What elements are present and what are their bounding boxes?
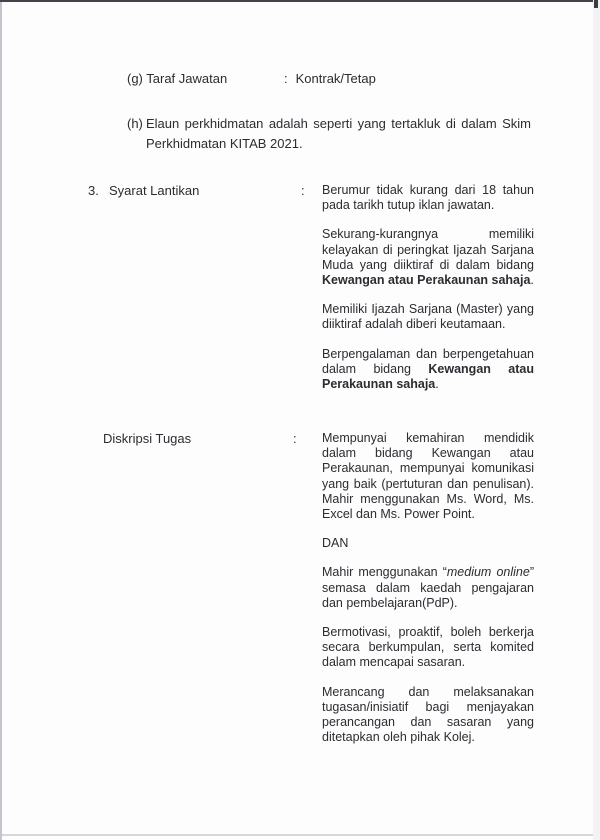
text-run: Mahir menggunakan “ xyxy=(322,565,447,580)
text-run: . xyxy=(530,273,534,288)
field-taraf-jawatan xyxy=(127,71,376,87)
paragraph xyxy=(322,685,534,746)
paragraph xyxy=(322,347,534,393)
section-diskripsi-label: Diskripsi Tugas xyxy=(103,431,192,446)
paragraph xyxy=(322,536,534,551)
section-syarat-label: Syarat Lantikan xyxy=(109,183,200,198)
text-run: Kewangan atau Perakaunan sahaja xyxy=(322,273,531,288)
text-run: Memiliki Ijazah Sarjana (Master) yang diiktiraf adalah diberi keutamaan. xyxy=(322,302,534,332)
paragraph xyxy=(322,625,534,671)
section-syarat-paragraphs xyxy=(322,183,534,392)
text-run: Mempunyai kemahiran mendidik dalam bidang Kewangan atau Perakaunan, mempunyai komunikasi yang baik (pertuturan dan penulisan). Mahir menggunakan Ms. Word, Ms. Excel dan Ms. Power Point. xyxy=(322,431,534,522)
section-syarat-number: 3. xyxy=(88,183,99,198)
page-edge-corner xyxy=(594,0,598,8)
clause-elaun-text: Elaun perkhidmatan adalah seperti yang tertakluk di dalam Skim Perkhidmatan KITAB 2021. xyxy=(146,116,531,151)
section-diskripsi-paragraphs xyxy=(322,431,534,745)
text-run: medium online xyxy=(446,565,530,580)
text-run: Berumur tidak kurang dari 18 tahun pada tarikh tutup iklan jawatan. xyxy=(322,183,534,213)
section-syarat-colon: : xyxy=(301,183,305,198)
section-syarat-lantikan xyxy=(0,183,600,392)
text-run: Merancang dan melaksanakan tugasan/inisiatif bagi menjayakan perancangan dan sasaran yang ditetapkan oleh pihak Kolej. xyxy=(322,684,534,745)
page-edge-top xyxy=(0,0,600,2)
paragraph xyxy=(322,431,534,522)
field-taraf-jawatan-value: Kontrak/Tetap xyxy=(295,71,376,86)
text-run: ” semasa dalam kaedah pengajaran dan pembelajaran(PdP). xyxy=(322,565,534,610)
text-run: Kewangan atau Perakaunan sahaja xyxy=(322,361,535,392)
section-diskripsi-colon: : xyxy=(293,431,297,446)
paragraph xyxy=(322,302,534,332)
paragraph xyxy=(322,227,534,288)
text-run: Bermotivasi, proaktif, boleh berkerja secara berkumpulan, serta komited dalam mencapai sasaran. xyxy=(322,625,534,670)
paragraph xyxy=(322,565,534,611)
text-run: . xyxy=(435,377,439,392)
text-run: Sekurang-kurangnya memiliki kelayakan di peringkat Ijazah Sarjana Muda yang diiktiraf di dalam bidang xyxy=(322,227,534,272)
page-edge-bottom xyxy=(2,834,593,836)
section-diskripsi-tugas xyxy=(0,431,600,745)
field-taraf-jawatan-label: (g) Taraf Jawatan xyxy=(127,71,228,86)
clause-elaun-perkhidmatan xyxy=(127,114,531,153)
paragraph xyxy=(322,183,534,213)
text-run: Berpengalaman dan berpengetahuan dalam bidang xyxy=(322,346,534,376)
text-run: DAN xyxy=(322,536,349,551)
clause-elaun-marker: (h) xyxy=(127,116,143,131)
field-taraf-jawatan-colon: : xyxy=(284,71,288,86)
